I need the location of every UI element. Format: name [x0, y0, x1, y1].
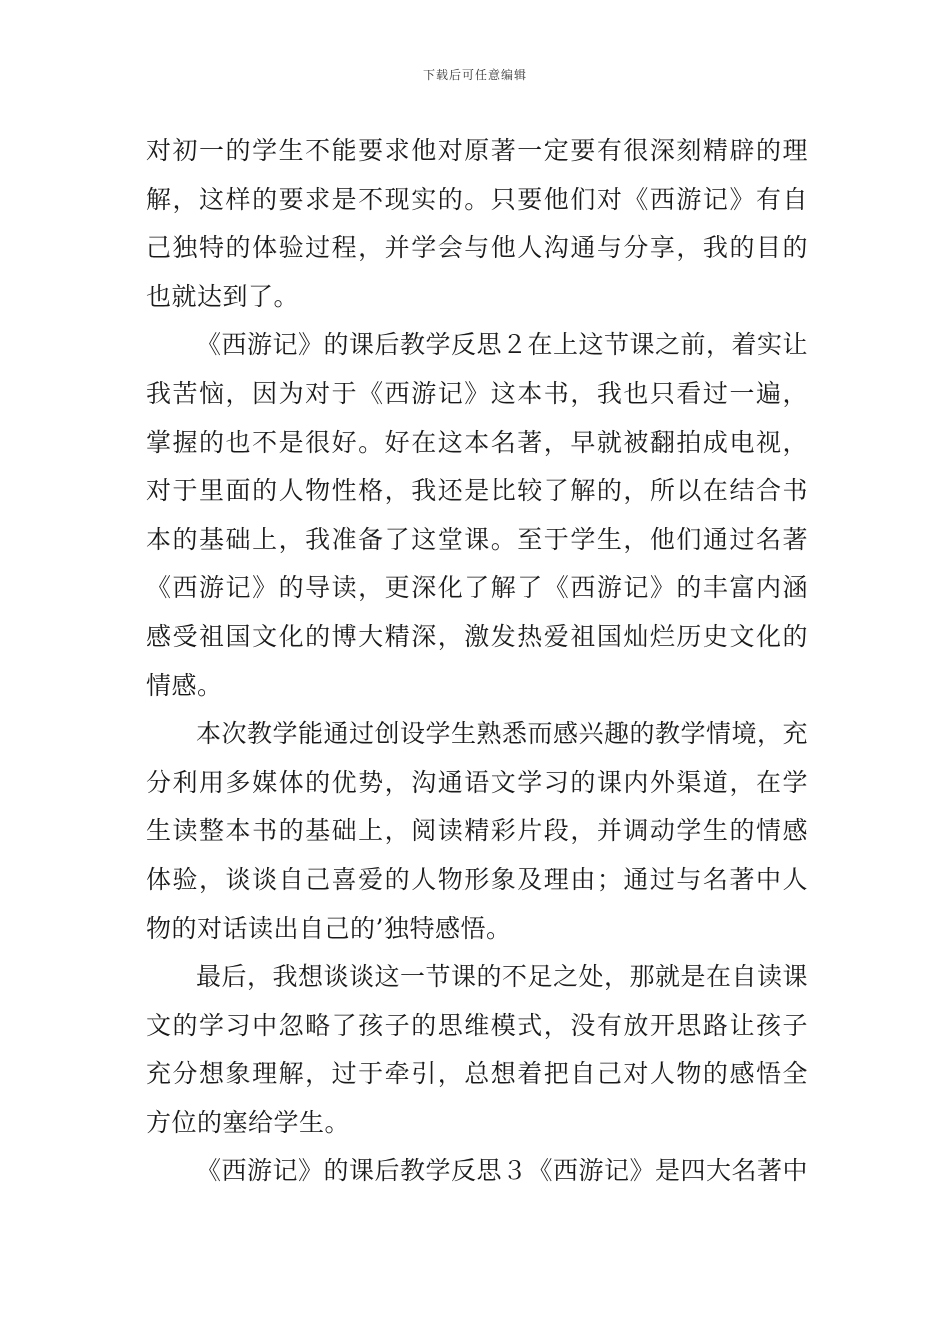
paragraph: 本次教学能通过创设学生熟悉而感兴趣的教学情境，充分利用多媒体的优势，沟通语文学习的课内外渠道，在学生读整本书的基础上，阅读精彩片段，并调动学生的情感体验，谈谈自己喜爱的人物形象及理由；通过与名著中人物的对话读出自己的’独特感悟。 [146, 719, 809, 943]
page-header: 下载后可任意编辑 [422, 68, 527, 82]
paragraph: 最后，我想谈谈这一节课的不足之处，那就是在自读课文的学习中忽略了孩子的思维模式，没有放开思路让孩子充分想象理解，过于牵引，总想着把自己对人物的感悟全方位的塞给学生。 [146, 962, 809, 1137]
paragraph: 《西游记》的课后教学反思３《西游记》是四大名著中 [196, 1156, 809, 1186]
paragraph: 《西游记》的课后教学反思２在上这节课之前，着实让我苦恼，因为对于《西游记》这本书，我也只看过一遍，掌握的也不是很好。好在这本名著，早就被翻拍成电视，对于里面的人物性格，我还是比较了解的，所以在结合书本的基础上，我准备了这堂课。至于学生，他们通过名著《西游记》的导读，更深化了解了《西游记》的丰富内涵感受祖国文化的博大精深，激发热爱祖国灿烂历史文化的情感。 [146, 330, 809, 700]
document-body [146, 127, 808, 1196]
paragraph: 对初一的学生不能要求他对原著一定要有很深刻精辟的理解，这样的要求是不现实的。只要他们对《西游记》有自己独特的体验过程，并学会与他人沟通与分享，我的目的也就达到了。 [146, 136, 808, 311]
